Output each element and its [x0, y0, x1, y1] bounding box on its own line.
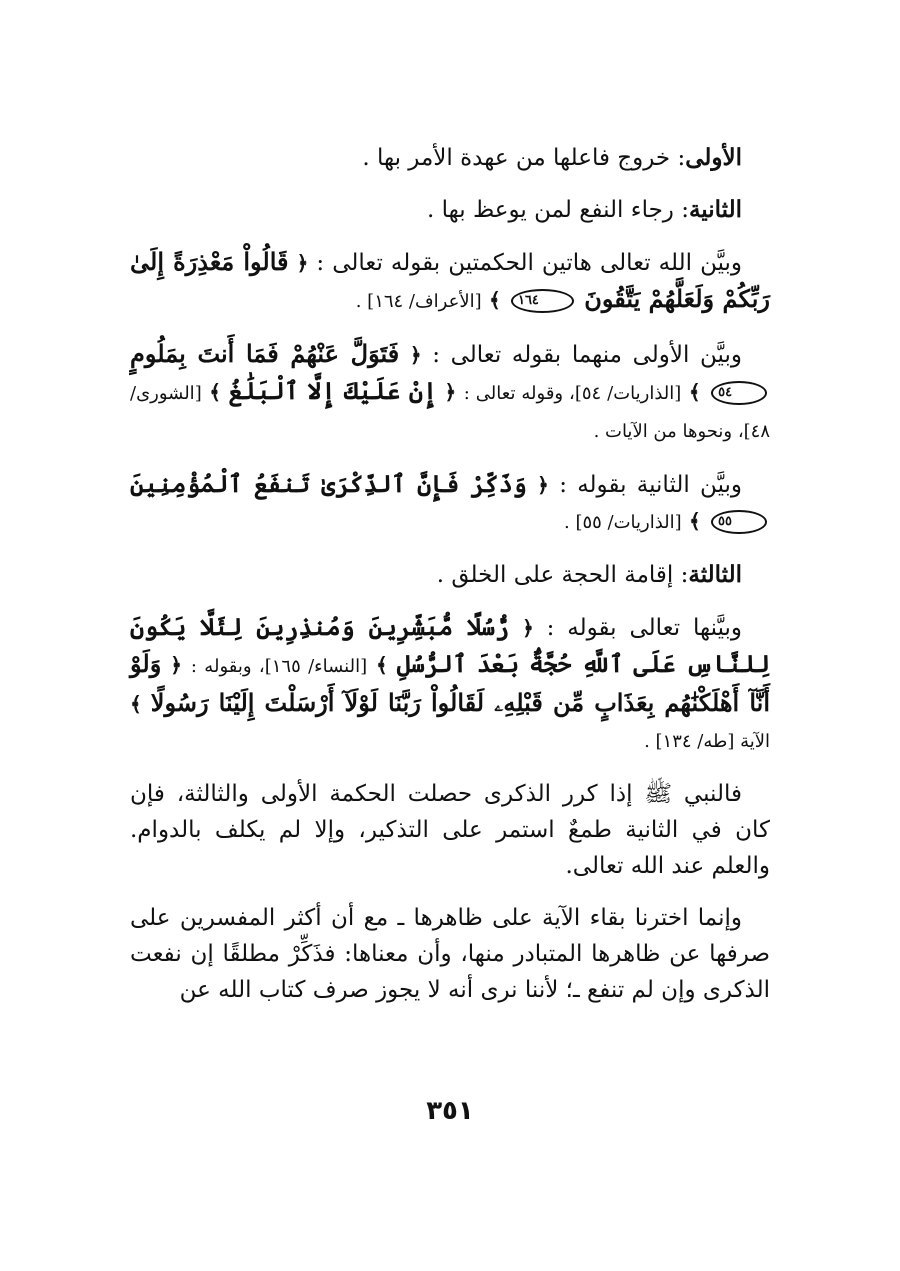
verse-reference: [الشورى/ ٤٨]، ونحوها من الآيات .: [130, 383, 770, 442]
ayah-number-marker: ٥٥: [711, 510, 767, 534]
verse-reference: [الأعراف/ ١٦٤] .: [355, 291, 482, 312]
bracket-close: ﴾: [689, 509, 701, 533]
paragraph-prophet-reminder: [130, 776, 770, 884]
paragraph-second-wisdom: [130, 192, 770, 228]
ayah-number-marker: ٥٤: [711, 381, 767, 405]
bracket-open: ﴿: [409, 343, 422, 367]
label-second: الثانية: [688, 196, 742, 223]
paragraph-two-wisdoms-verse: [130, 244, 770, 320]
paragraph-third-wisdom-verses: [130, 609, 770, 760]
quran-verse: وَذَكِّرْ فَإِنَّ ٱلذِّكْرَىٰ تَنفَعُ ٱلْمُؤْمِنِينَ: [130, 469, 527, 498]
text-first: : خروج فاعلها من عهدة الأمر بها .: [362, 145, 686, 171]
bracket-open: ﴿: [444, 380, 457, 404]
paragraph-interpretation: [130, 900, 770, 1008]
quran-verse: رُّسُلًا مُّبَشِّرِينَ وَمُنذِرِينَ لِئَلَّا يَكُونَ لِلنَّاسِ عَلَى ٱللَّهِ حُجَّةٌۢ بَعْدَ ٱلرُّسُلِ: [130, 612, 771, 678]
quran-verse: قَالُواْ مَعْذِرَةً إِلَىٰ رَبِّكُمْ وَلَعَلَّهُمْ يَتَّقُونَ: [130, 247, 770, 313]
bracket-close: ﴾: [688, 380, 701, 404]
bracket-close: ﴾: [376, 653, 388, 677]
page-number: ٣٥١: [426, 1096, 474, 1126]
paragraph-first-wisdom-verses: [130, 336, 770, 450]
verse-reference: الآية [طه/ ١٣٤] .: [644, 731, 770, 752]
intro-text: وبيَّن الأولى منهما بقوله تعالى :: [432, 342, 743, 368]
quran-verse: فَتَوَلَّ عَنْهُمْ فَمَا أَنتَ بِمَلُومٍ: [130, 339, 400, 368]
ayah-number-marker: ١٦٤: [511, 289, 574, 313]
quran-verse: إِنْ عَلَيْكَ إِلَّا ٱلْبَلَٰغُ: [228, 376, 438, 405]
intro-text: وبيَّن الله تعالى هاتين الحكمتين بقوله تعالى :: [316, 250, 743, 276]
verse-reference: [الذاريات/ ٥٥] .: [564, 512, 682, 533]
intro-text: وبيَّنها تعالى بقوله :: [546, 615, 743, 641]
text-third: : إقامة الحجة على الخلق .: [436, 562, 689, 588]
bracket-open: ﴿: [170, 653, 182, 677]
label-third: الثالثة: [688, 561, 742, 588]
bracket-open: ﴿: [522, 616, 534, 640]
paragraph-second-wisdom-verse: [130, 466, 770, 541]
intro-text: وبيَّن الثانية بقوله :: [559, 472, 743, 498]
paragraph-third-wisdom: [130, 557, 770, 593]
bracket-close: ﴾: [130, 692, 142, 716]
body-text: فالنبي ﷺ إذا كرر الذكرى حصلت الحكمة الأولى والثالثة، فإن كان في الثانية طمعٌ استمر على التذكير، وإلا لم يكلف بالدوام. والعلم عند الله تعالى.: [130, 781, 770, 879]
bracket-close: ﴾: [488, 288, 501, 312]
label-first: الأولى: [685, 144, 742, 171]
text-second: : رجاء النفع لمن يوعظ بها .: [427, 197, 689, 223]
bracket-open: ﴿: [537, 473, 549, 497]
verse-reference: [الذاريات/ ٥٤]، وقوله تعالى :: [463, 383, 682, 404]
body-text: وإنما اخترنا بقاء الآية على ظاهرها ـ مع أن أكثر المفسرين على صرفها عن ظاهرها المتبادر منها، وأن معناها: فذَكِّرْ مطلقًا إن نفعت الذكرى وإن لم تنفع ـ؛ لأننا نرى أنه لا يجوز صرف كتاب الله عن: [130, 905, 770, 1003]
verse-reference: [النساء/ ١٦٥]، وبقوله :: [190, 656, 368, 677]
page-body: [130, 140, 770, 1024]
bracket-close: ﴾: [209, 380, 221, 404]
paragraph-first-wisdom: [130, 140, 770, 176]
quran-verse: وَلَوْ أَنَّآ أَهْلَكْنَٰهُم بِعَذَابٍ مِّن قَبْلِهِۦ لَقَالُواْ رَبَّنَا لَوْلَآ أَرْسَلْتَ إِلَيْنَا رَسُولًا: [130, 649, 770, 717]
bracket-open: ﴿: [296, 251, 309, 275]
